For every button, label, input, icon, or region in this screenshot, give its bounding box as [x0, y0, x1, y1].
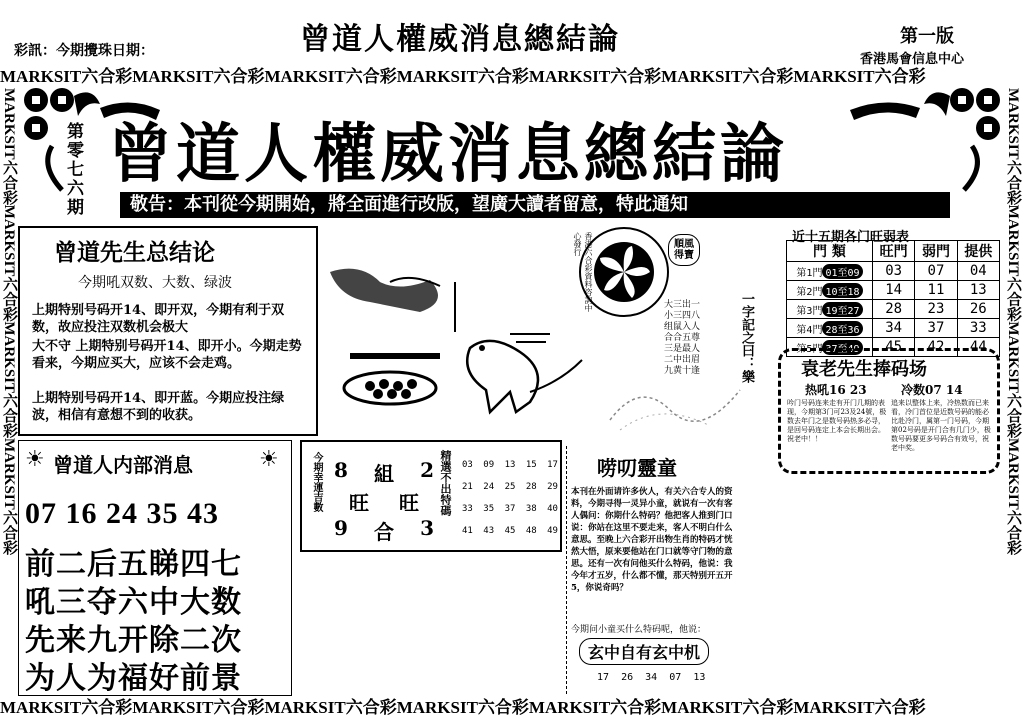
chatter-title: 唠叨靈童	[597, 456, 677, 480]
inner-line: 前二后五睇四七	[25, 547, 242, 582]
lucky-side-label: 精選不出特碼	[439, 450, 452, 516]
lucky-cell: 3	[420, 516, 434, 540]
publisher-label: 香港馬會信息中心	[860, 52, 965, 67]
wang-cell: 34	[872, 319, 914, 338]
chatter-question: 今期问小童买什么特码呢，他说：	[571, 625, 707, 635]
grid-row	[462, 454, 558, 476]
lucky-cell: 2	[420, 458, 434, 482]
lucky-cell: 合	[374, 520, 394, 544]
ti-cell: 26	[957, 300, 999, 319]
ruo-cell: 42	[915, 338, 957, 357]
summary-subtitle: 今期吼双数、大数、绿波	[78, 275, 232, 291]
door-name: 第1門	[796, 267, 823, 279]
riddle-line: 九黄十逢	[664, 366, 701, 376]
sun-icon: ☀	[259, 447, 279, 472]
summary-para-2: 大不守 上期特别号码开14、即开小。今期走势看来，今期应买大，应该不会走鸡。	[32, 339, 302, 371]
riddle-line: 二中出眉	[664, 355, 701, 365]
yuan-cold: 冷数07 14	[901, 383, 963, 397]
door-table	[786, 240, 1000, 357]
lucky-cell: 旺	[399, 491, 419, 515]
yuan-title: 袁老先生捧码场	[801, 359, 927, 380]
top-left-caption: 彩訊：今期攪珠日期：	[14, 43, 154, 59]
door-name: 第4門	[796, 324, 823, 336]
rat-illustration	[320, 262, 590, 432]
grid-cell: 38	[525, 504, 537, 514]
grid-cell: 45	[504, 526, 516, 536]
grid-cell: 24	[483, 482, 495, 492]
door-range: 10至18	[822, 283, 862, 298]
ruo-cell: 11	[915, 281, 957, 300]
riddle-line: 三是最人	[664, 344, 701, 354]
door-cell	[787, 300, 873, 319]
lucky-cell: 組	[374, 462, 394, 486]
ruo-cell: 07	[915, 262, 957, 281]
top-marksit-strip: MARKSIT六合彩MARKSIT六合彩MARKSIT六合彩MARKSIT六合彩MARKSIT六合彩MARKSIT六合彩MARKSIT六合彩	[0, 67, 926, 86]
riddle-line: 小三四八	[664, 311, 701, 321]
top-title: 曾道人權威消息總結論	[300, 22, 620, 57]
inner-line: 吼三夺六中大数	[25, 585, 242, 620]
summary-title: 曾道先生总结论	[54, 239, 215, 266]
chatter-body: 本刊在外面请许多伙人，有关六合专人的资料，今期寻得一灵异小童，就说有一次有客人偶问：你期什么特码？他把客人推到门口说：你站在这里不要走来，客人不明白什么意思。至晚上六合彩开出物生肖的特码才恍然大悟，原来要他站在门口就等守门物的意思。还有一次有问他买什么特码，他说：我今年才五岁，什么都不懂，那天特别开五开5，你说奇吗？	[571, 487, 733, 593]
summary-panel	[18, 226, 318, 436]
lucky-cell: 旺	[349, 491, 369, 515]
grid-cell: 41	[462, 526, 473, 536]
lucky-cell: 9	[334, 516, 348, 540]
grid-cell: 13	[504, 460, 516, 470]
riddle-line: 合合五尊	[664, 333, 701, 343]
riddle-line: 组鼠入人	[664, 322, 701, 332]
ribbon-right-icon	[850, 96, 920, 126]
chatter-answer: 玄中自有玄中机	[579, 638, 709, 665]
grid-cell: 40	[547, 504, 558, 514]
grid-row	[462, 520, 558, 542]
grid-row	[462, 476, 558, 498]
wang-cell: 28	[872, 300, 914, 319]
chatter-panel	[566, 446, 743, 694]
sun-icon: ☀	[25, 447, 45, 472]
lucky-grid-left	[334, 458, 434, 545]
notice-bar: 敬告：本刊從今期開始，將全面進行改版，望廣大讀者留意，特此通知	[120, 192, 950, 218]
lucky-label: 今期幸運吉數	[311, 452, 322, 512]
edition-label: 第一版	[900, 26, 954, 47]
banner-title: 曾道人權威消息總結論	[108, 117, 788, 192]
grid-cell: 35	[483, 504, 495, 514]
door-name: 第3門	[796, 305, 823, 317]
yuan-left-text: 吟门号码连来走有开门几期的表现，今期第3门可23及24號，极数去年门之是数号码热多必寻，是回号码连定上本会长期出会。祝老中！！	[787, 399, 887, 443]
emblem-ring-text: 香港六合彩資料咨詢中心發行	[573, 232, 593, 312]
table-row	[787, 319, 1000, 338]
door-name: 第5門	[796, 343, 823, 355]
ti-cell: 13	[957, 281, 999, 300]
grid-cell: 25	[504, 482, 516, 492]
inner-title: 曾道人内部消息	[53, 453, 193, 477]
grid-cell: 48	[525, 526, 537, 536]
grid-cell: 33	[462, 504, 473, 514]
summary-para-3: 上期特别号码开14、即开蓝。今期应投注绿波，相信有意想不到的收获。	[32, 391, 285, 423]
ruo-cell: 37	[915, 319, 957, 338]
ti-cell: 04	[957, 262, 999, 281]
ti-cell: 33	[957, 319, 999, 338]
inner-numbers: 07 16 24 35 43	[25, 497, 219, 530]
lucky-cell: 8	[334, 458, 348, 482]
door-name: 第2門	[796, 286, 823, 298]
inner-line: 先来九开除二次	[25, 623, 242, 658]
door-cell	[787, 281, 873, 300]
col-header: 提供	[957, 241, 999, 262]
summary-para-1: 上期特别号码开14、即开双，今期有利于双数，故应投注双数机会极大	[32, 303, 285, 335]
door-table-title: 近十五期各门旺弱表	[792, 230, 910, 245]
ruo-cell: 23	[915, 300, 957, 319]
riddle-heading: 一字記之曰：樂	[739, 292, 754, 383]
table-row	[787, 262, 1000, 281]
yuan-hot: 热吼16 23	[805, 383, 867, 397]
grid-cell: 09	[483, 460, 495, 470]
door-cell	[787, 319, 873, 338]
water-splash-decoration	[600, 360, 750, 440]
table-row	[787, 300, 1000, 319]
wang-cell: 03	[872, 262, 914, 281]
left-marksit-strip: MARKSIT六合彩MARKSIT六合彩MARKSIT六合彩MARKSIT六合彩	[1, 88, 17, 555]
col-header: 門 類	[787, 241, 873, 262]
table-row	[787, 281, 1000, 300]
lucky-row	[334, 516, 434, 545]
ti-cell: 44	[957, 338, 999, 357]
emblem-tag: 順風得寶	[668, 234, 700, 266]
right-marksit-strip: MARKSIT六合彩MARKSIT六合彩MARKSIT六合彩MARKSIT六合彩	[1005, 88, 1021, 555]
door-range: 01至09	[822, 264, 862, 279]
lucky-panel	[300, 440, 562, 552]
chatter-numbers: 17 26 34 07 13	[597, 672, 706, 683]
col-header: 旺門	[872, 241, 914, 262]
bottom-marksit-strip: MARKSIT六合彩MARKSIT六合彩MARKSIT六合彩MARKSIT六合彩MARKSIT六合彩MARKSIT六合彩MARKSIT六合彩	[0, 698, 926, 717]
grid-cell: 28	[525, 482, 537, 492]
lucky-row	[334, 487, 434, 516]
door-range: 37至49	[822, 340, 862, 355]
yuan-panel	[778, 348, 1000, 474]
grid-cell: 37	[504, 504, 516, 514]
wang-cell: 14	[872, 281, 914, 300]
door-range: 28至36	[822, 321, 862, 336]
door-cell	[787, 262, 873, 281]
door-table-header	[787, 241, 1000, 262]
grid-cell: 15	[525, 460, 537, 470]
grid-cell: 49	[547, 526, 558, 536]
lucky-number-grid	[462, 454, 558, 542]
grid-cell: 29	[547, 482, 558, 492]
inner-panel	[18, 440, 292, 696]
wang-cell: 45	[872, 338, 914, 357]
riddle-line: 大三出一	[664, 300, 701, 310]
grid-cell: 43	[483, 526, 495, 536]
grid-row	[462, 498, 558, 520]
grid-cell: 03	[462, 460, 473, 470]
coin-ornament-right-icon	[920, 86, 1002, 194]
door-range: 19至27	[822, 302, 862, 317]
lucky-row	[334, 458, 434, 487]
issue-number: 第零七六期	[63, 122, 83, 217]
col-header: 弱門	[915, 241, 957, 262]
grid-cell: 17	[547, 460, 558, 470]
yuan-right-text: 追来以整体上来，冷热数而已来看，冷门首位是近数号码的能必比赴冷门，属第一门号码，今期第02号码是开门合有几门少，极数号码要更多号码合有效号，祝老中奖。	[891, 399, 991, 452]
grid-cell: 21	[462, 482, 473, 492]
inner-line: 为人为福好前景	[25, 661, 242, 696]
